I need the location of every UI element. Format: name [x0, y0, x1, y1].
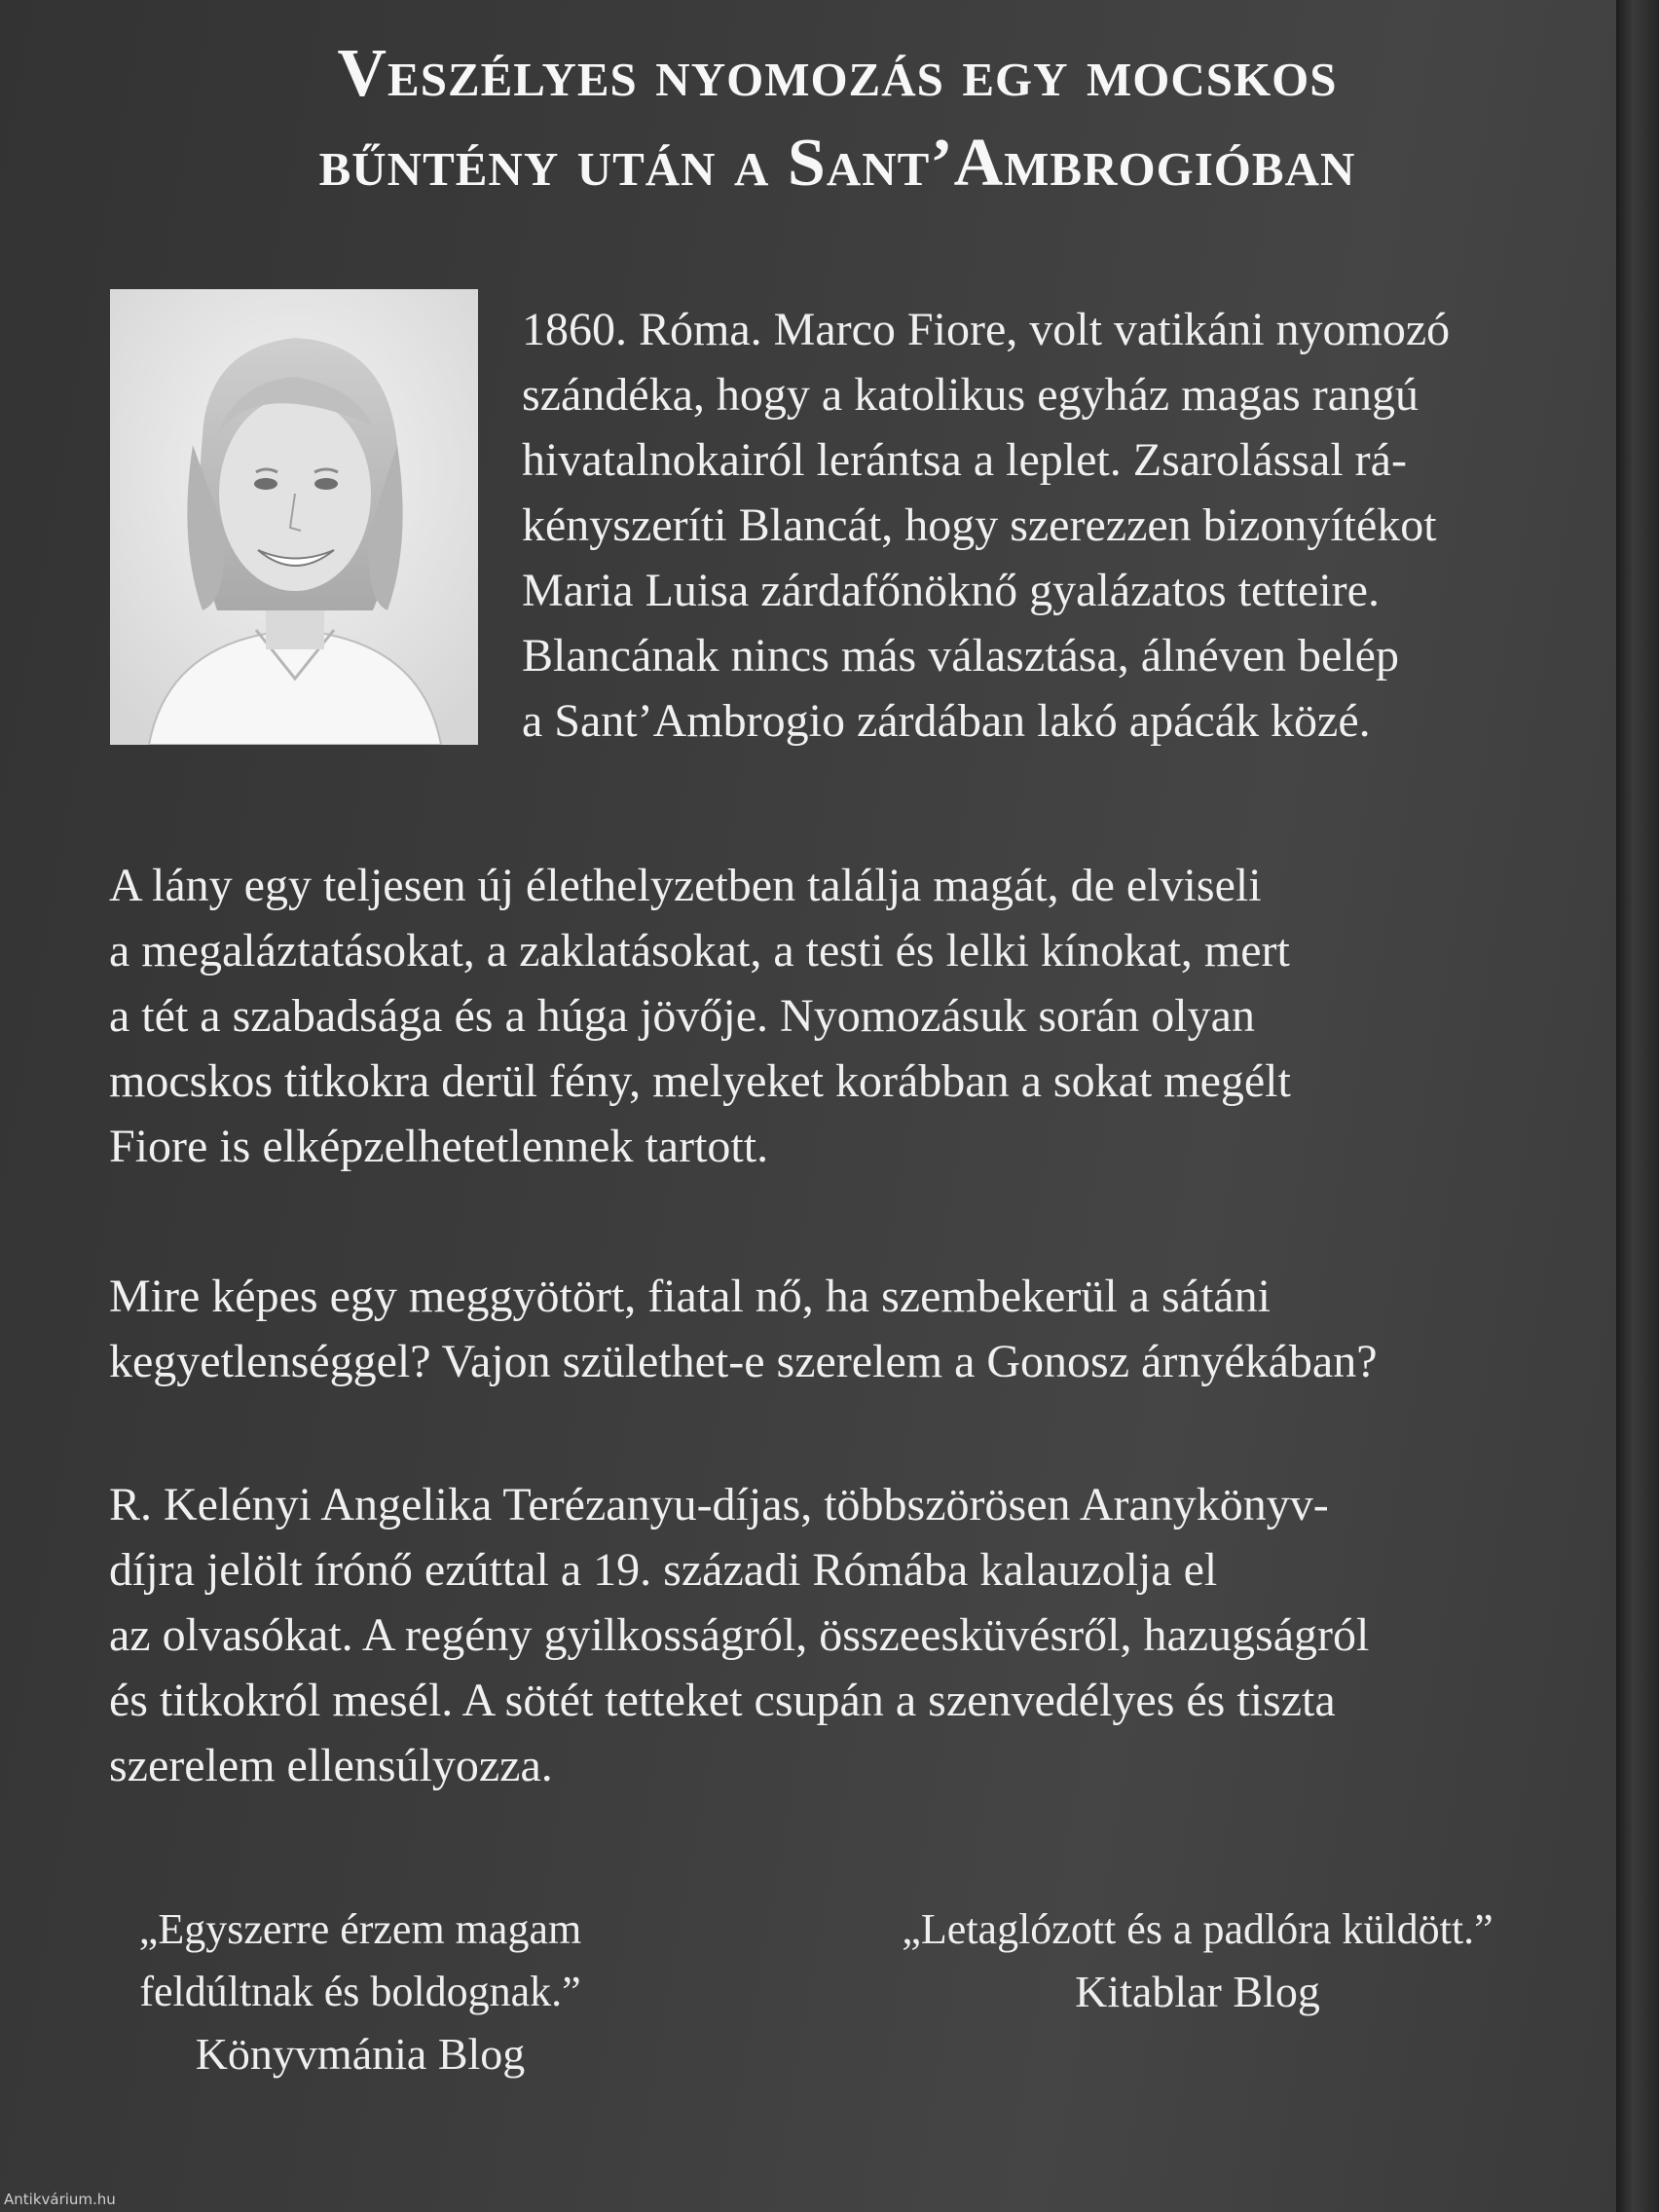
paragraph-3 [109, 1264, 1548, 1394]
text-line: szerelem ellensúlyozza. [109, 1740, 553, 1791]
quote-text: feldúltnak és boldognak.” [139, 1968, 581, 2015]
text-line: kényszeríti Blancát, hogy szerezzen bizonyítékot [522, 499, 1437, 551]
book-spine-edge [1616, 0, 1659, 2212]
text-line: szándéka, hogy a katolikus egyház magas rangú [522, 369, 1419, 421]
headline-line-1: Veszélyes nyomozás egy mocskos [337, 36, 1338, 111]
text-line: kegyetlenséggel? Vajon születhet-e szerelem a Gonosz árnyékában? [109, 1336, 1378, 1387]
author-photo [110, 289, 478, 745]
text-line: R. Kelényi Angelika Terézanyu-díjas, többszörösen Aranykönyv- [109, 1479, 1329, 1530]
text-line: díjra jelölt írónő ezúttal a 19. századi Rómába kalauzolja el [109, 1544, 1218, 1596]
watermark: Antikvárium.hu [4, 2191, 116, 2208]
text-line: Fiore is elképzelhetetlennek tartott. [109, 1121, 769, 1172]
text-line: 1860. Róma. Marco Fiore, volt vatikáni nyomozó [522, 304, 1451, 355]
text-line: mocskos titkokra derül fény, melyeket korábban a sokat megélt [109, 1055, 1291, 1107]
text-line: a tét a szabadsága és a húga jövője. Nyomozásuk során olyan [109, 990, 1255, 1042]
text-line: a Sant’Ambrogio zárdában lakó apácák közé. [522, 695, 1371, 747]
headline [127, 29, 1548, 208]
intro-paragraph [522, 297, 1567, 754]
text-line: Mire képes egy meggyötört, fiatal nő, ha szembekerül a sátáni [109, 1271, 1271, 1322]
text-line: Maria Luisa zárdafőnöknő gyalázatos tetteire. [522, 565, 1380, 616]
quote-text: „Egyszerre érzem magam [138, 1905, 582, 1953]
text-line: és titkokról mesél. A sötét tetteket csupán a szenvedélyes és tiszta [109, 1675, 1336, 1726]
review-quote-2 [837, 1899, 1558, 2023]
text-line: A lány egy teljesen új élethelyzetben találja magát, de elviseli [109, 860, 1262, 911]
text-line: hivatalnokairól lerántsa a leplet. Zsarolással rá- [522, 434, 1407, 486]
quote-source: Kitablar Blog [1075, 1967, 1320, 2016]
quote-source: Könyvmánia Blog [195, 2029, 526, 2079]
review-quote-1 [88, 1899, 633, 2085]
paragraph-2 [109, 853, 1548, 1179]
quote-text: „Letaglózott és a padlóra küldött.” [902, 1905, 1493, 1953]
paragraph-4 [109, 1472, 1548, 1798]
text-line: a megaláztatásokat, a zaklatásokat, a testi és lelki kínokat, mert [109, 925, 1290, 977]
text-line: az olvasókat. A regény gyilkosságról, összeesküvésről, hazugságról [109, 1609, 1370, 1661]
headline-line-2: bűntény után a Sant’Ambrogióban [318, 126, 1356, 201]
text-line: Blancának nincs más választása, álnéven belép [522, 630, 1399, 682]
